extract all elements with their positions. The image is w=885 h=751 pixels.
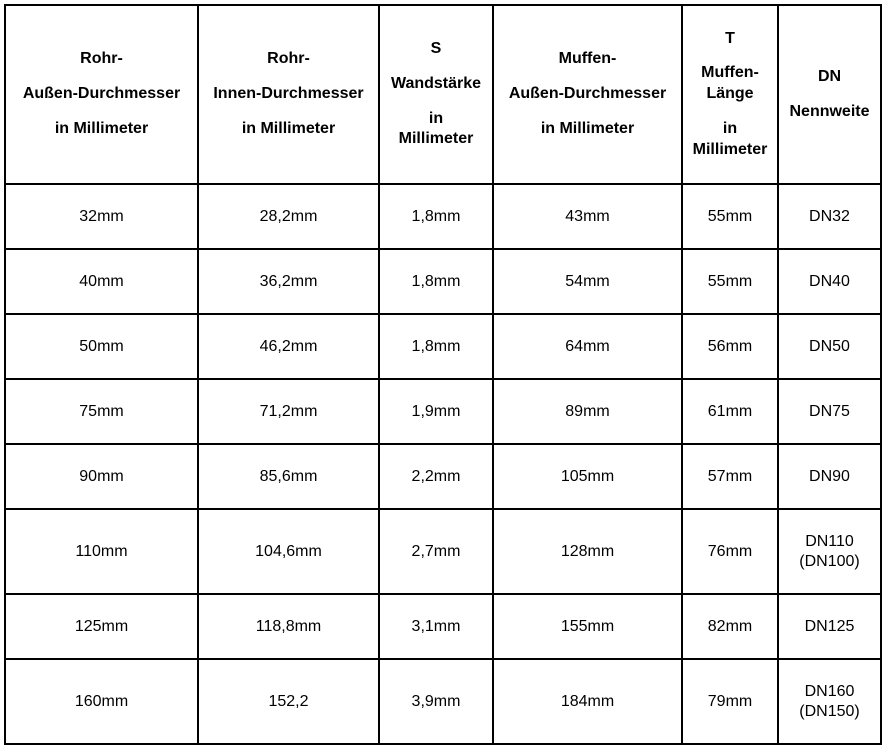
cell-socket-length: 57mm (682, 444, 778, 509)
cell-wall-thickness: 2,2mm (379, 444, 493, 509)
table-row (5, 379, 881, 444)
table-row (5, 509, 881, 594)
cell-socket-length: 61mm (682, 379, 778, 444)
col-header-socket-outer-diameter: Muffen- Außen-Durchmesser in Millimeter (493, 5, 682, 184)
table-row (5, 594, 881, 659)
cell-wall-thickness: 1,9mm (379, 379, 493, 444)
cell-outer-diameter: 160mm (5, 659, 198, 744)
cell-socket-length: 56mm (682, 314, 778, 379)
cell-inner-diameter: 46,2mm (198, 314, 379, 379)
cell-socket-outer-diameter: 128mm (493, 509, 682, 594)
col-header-wall-thickness: S Wandstärke in Millimeter (379, 5, 493, 184)
col-header-outer-diameter: Rohr- Außen-Durchmesser in Millimeter (5, 5, 198, 184)
cell-inner-diameter: 118,8mm (198, 594, 379, 659)
cell-socket-outer-diameter: 43mm (493, 184, 682, 249)
col-header-inner-diameter: Rohr- Innen-Durchmesser in Millimeter (198, 5, 379, 184)
cell-nominal-size: DN75 (778, 379, 881, 444)
table-row (5, 659, 881, 744)
cell-outer-diameter: 75mm (5, 379, 198, 444)
table-row (5, 444, 881, 509)
cell-nominal-size: DN50 (778, 314, 881, 379)
cell-wall-thickness: 2,7mm (379, 509, 493, 594)
col-header-nominal-size: DN Nennweite (778, 5, 881, 184)
cell-socket-length: 79mm (682, 659, 778, 744)
cell-socket-outer-diameter: 89mm (493, 379, 682, 444)
cell-socket-outer-diameter: 155mm (493, 594, 682, 659)
cell-socket-outer-diameter: 105mm (493, 444, 682, 509)
cell-socket-length: 82mm (682, 594, 778, 659)
cell-socket-length: 76mm (682, 509, 778, 594)
header-row (5, 5, 881, 184)
cell-wall-thickness: 1,8mm (379, 184, 493, 249)
cell-inner-diameter: 71,2mm (198, 379, 379, 444)
cell-wall-thickness: 3,1mm (379, 594, 493, 659)
cell-nominal-size: DN90 (778, 444, 881, 509)
cell-outer-diameter: 32mm (5, 184, 198, 249)
cell-nominal-size: DN110 (DN100) (778, 509, 881, 594)
cell-socket-length: 55mm (682, 249, 778, 314)
cell-wall-thickness: 1,8mm (379, 314, 493, 379)
cell-outer-diameter: 125mm (5, 594, 198, 659)
cell-inner-diameter: 85,6mm (198, 444, 379, 509)
cell-socket-outer-diameter: 64mm (493, 314, 682, 379)
cell-outer-diameter: 90mm (5, 444, 198, 509)
cell-outer-diameter: 110mm (5, 509, 198, 594)
cell-nominal-size: DN160 (DN150) (778, 659, 881, 744)
cell-outer-diameter: 40mm (5, 249, 198, 314)
cell-wall-thickness: 3,9mm (379, 659, 493, 744)
table-row (5, 184, 881, 249)
cell-socket-length: 55mm (682, 184, 778, 249)
cell-inner-diameter: 152,2 (198, 659, 379, 744)
cell-nominal-size: DN40 (778, 249, 881, 314)
cell-inner-diameter: 36,2mm (198, 249, 379, 314)
cell-nominal-size: DN32 (778, 184, 881, 249)
pipe-dimensions-table (4, 4, 882, 745)
table-row (5, 249, 881, 314)
cell-inner-diameter: 28,2mm (198, 184, 379, 249)
table-row (5, 314, 881, 379)
cell-inner-diameter: 104,6mm (198, 509, 379, 594)
col-header-socket-length: T Muffen- Länge in Millimeter (682, 5, 778, 184)
cell-nominal-size: DN125 (778, 594, 881, 659)
cell-wall-thickness: 1,8mm (379, 249, 493, 314)
cell-outer-diameter: 50mm (5, 314, 198, 379)
cell-socket-outer-diameter: 184mm (493, 659, 682, 744)
cell-socket-outer-diameter: 54mm (493, 249, 682, 314)
